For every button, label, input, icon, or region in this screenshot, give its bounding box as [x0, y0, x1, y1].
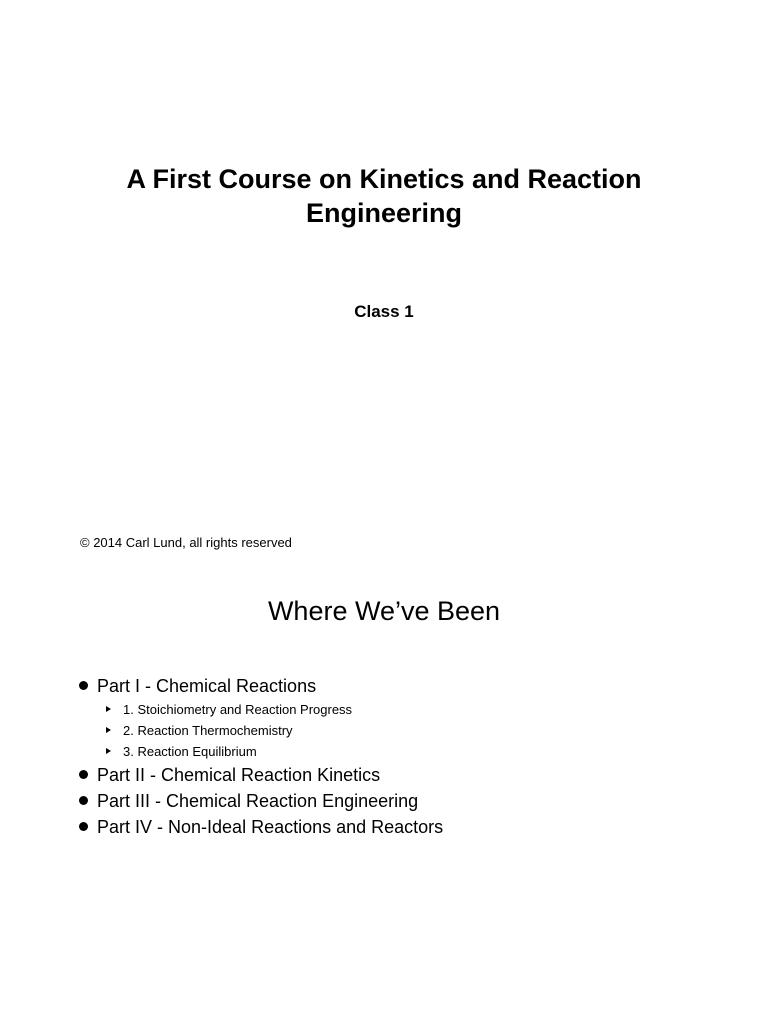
- copyright-notice: © 2014 Carl Lund, all rights reserved: [80, 535, 292, 550]
- outline-item-label: Part II - Chemical Reaction Kinetics: [97, 765, 381, 785]
- arrow-bullet-icon: [106, 706, 111, 712]
- bullet-icon: [79, 796, 88, 805]
- outline-subitem: [78, 699, 443, 720]
- outline-subitem-label: 3. Reaction Equilibrium: [123, 744, 257, 759]
- slide-title: A First Course on Kinetics and Reaction Engineering: [126, 164, 642, 228]
- arrow-bullet-icon: [106, 748, 111, 754]
- bullet-icon: [79, 770, 88, 779]
- bullet-icon: [79, 681, 88, 690]
- section-heading: Where We’ve Been: [267, 596, 501, 626]
- outline-item-part-1: [78, 673, 443, 762]
- outline-item-part-4: [78, 814, 443, 840]
- arrow-bullet-icon: [106, 727, 111, 733]
- outline-subitem: [78, 720, 443, 741]
- bullet-icon: [79, 822, 88, 831]
- outline-subitem-label: 2. Reaction Thermochemistry: [123, 723, 293, 738]
- outline-item-label: Part IV - Non-Ideal Reactions and Reactors: [97, 817, 444, 837]
- outline-sublist: [97, 699, 443, 762]
- outline-subitem: [78, 741, 443, 762]
- outline-item-label: Part III - Chemical Reaction Engineering: [97, 791, 419, 811]
- slide-subtitle: Class 1: [354, 302, 414, 321]
- outline-subitem-label: 1. Stoichiometry and Reaction Progress: [123, 702, 353, 717]
- outline-item-label: Part I - Chemical Reactions: [97, 676, 317, 696]
- outline-item-part-2: [78, 762, 443, 788]
- course-outline: [78, 673, 443, 840]
- outline-item-part-3: [78, 788, 443, 814]
